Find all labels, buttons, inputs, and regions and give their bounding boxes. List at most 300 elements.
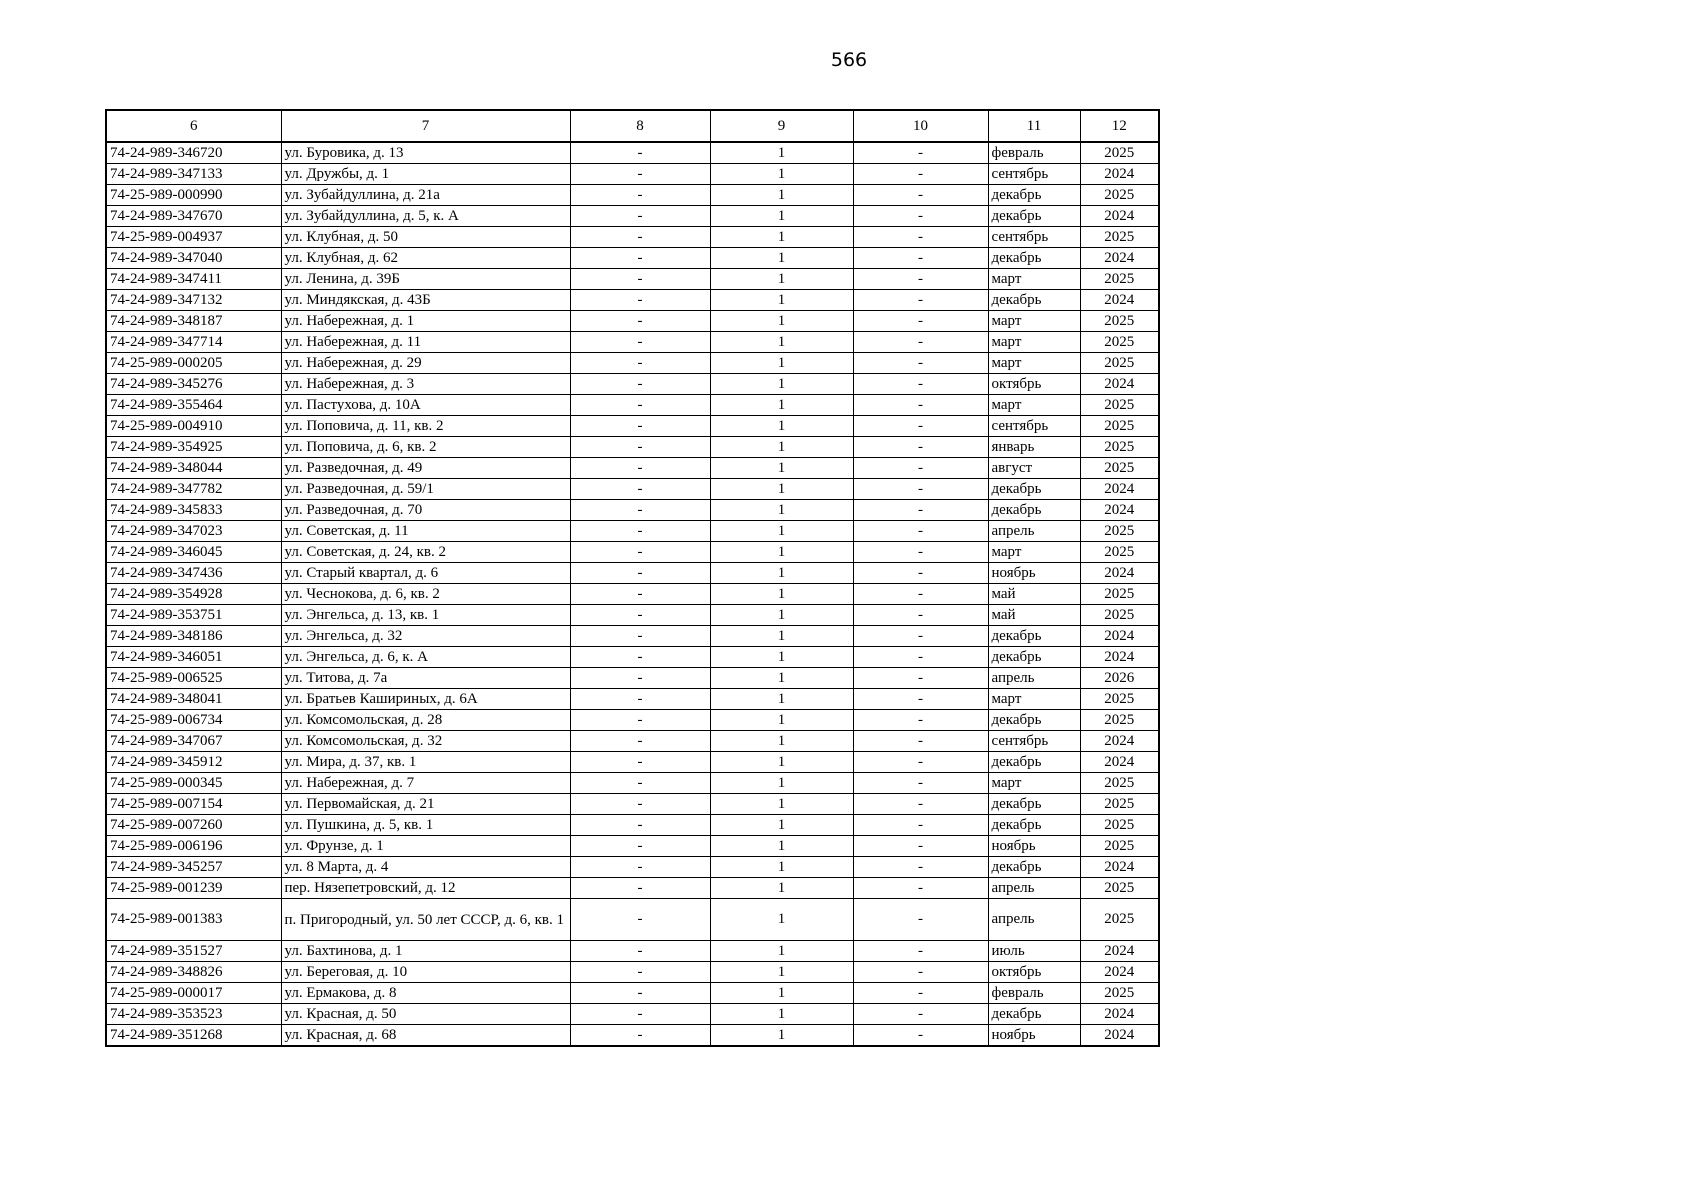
col-9-cell: 1 [710,962,853,983]
year-cell: 2024 [1080,1004,1159,1025]
column-header-10: 10 [853,110,988,142]
col-9-cell: 1 [710,605,853,626]
month-cell: декабрь [988,794,1080,815]
col-8-cell: - [570,983,710,1004]
table-row [106,311,1159,332]
col-8-cell: - [570,899,710,941]
col-8-cell: - [570,815,710,836]
year-cell: 2025 [1080,605,1159,626]
month-cell: ноябрь [988,563,1080,584]
address-cell: ул. Комсомольская, д. 28 [281,710,570,731]
address-cell: ул. Фрунзе, д. 1 [281,836,570,857]
col-9-cell: 1 [710,563,853,584]
col-8-cell: - [570,142,710,164]
col-10-cell: - [853,332,988,353]
month-cell: май [988,605,1080,626]
col-9-cell: 1 [710,206,853,227]
table-row [106,983,1159,1004]
month-cell: апрель [988,878,1080,899]
month-cell: март [988,269,1080,290]
col-10-cell: - [853,983,988,1004]
table-row [106,584,1159,605]
table-row [106,374,1159,395]
cadastral-number-cell: 74-24-989-355464 [106,395,281,416]
year-cell: 2025 [1080,815,1159,836]
table-row [106,626,1159,647]
cadastral-number-cell: 74-24-989-354928 [106,584,281,605]
address-cell: ул. Набережная, д. 1 [281,311,570,332]
address-cell: ул. Энгельса, д. 6, к. А [281,647,570,668]
table-row [106,479,1159,500]
col-8-cell: - [570,647,710,668]
cadastral-number-cell: 74-24-989-351268 [106,1025,281,1047]
cadastral-number-cell: 74-24-989-347714 [106,332,281,353]
cadastral-number-cell: 74-25-989-000017 [106,983,281,1004]
address-cell: ул. Клубная, д. 50 [281,227,570,248]
table-row [106,689,1159,710]
table-row [106,836,1159,857]
col-9-cell: 1 [710,836,853,857]
col-10-cell: - [853,416,988,437]
col-10-cell: - [853,206,988,227]
month-cell: октябрь [988,374,1080,395]
year-cell: 2025 [1080,395,1159,416]
column-header-6: 6 [106,110,281,142]
col-8-cell: - [570,521,710,542]
header-row [106,110,1159,142]
table-row [106,416,1159,437]
table-row [106,710,1159,731]
address-cell: ул. Клубная, д. 62 [281,248,570,269]
address-cell: ул. Буровика, д. 13 [281,142,570,164]
cadastral-number-cell: 74-24-989-346045 [106,542,281,563]
address-cell: ул. Набережная, д. 7 [281,773,570,794]
col-9-cell: 1 [710,668,853,689]
cadastral-number-cell: 74-24-989-346720 [106,142,281,164]
month-cell: сентябрь [988,227,1080,248]
year-cell: 2024 [1080,563,1159,584]
cadastral-number-cell: 74-24-989-348186 [106,626,281,647]
col-9-cell: 1 [710,542,853,563]
col-10-cell: - [853,248,988,269]
year-cell: 2024 [1080,962,1159,983]
col-8-cell: - [570,374,710,395]
year-cell: 2024 [1080,647,1159,668]
col-8-cell: - [570,395,710,416]
year-cell: 2025 [1080,794,1159,815]
year-cell: 2025 [1080,836,1159,857]
address-cell: ул. Комсомольская, д. 32 [281,731,570,752]
cadastral-number-cell: 74-24-989-348044 [106,458,281,479]
address-cell: ул. Старый квартал, д. 6 [281,563,570,584]
year-cell: 2025 [1080,142,1159,164]
col-10-cell: - [853,542,988,563]
month-cell: декабрь [988,500,1080,521]
col-10-cell: - [853,269,988,290]
month-cell: декабрь [988,752,1080,773]
year-cell: 2025 [1080,437,1159,458]
month-cell: март [988,332,1080,353]
month-cell: сентябрь [988,164,1080,185]
col-10-cell: - [853,142,988,164]
month-cell: декабрь [988,248,1080,269]
table-row [106,563,1159,584]
address-cell: пер. Нязепетровский, д. 12 [281,878,570,899]
month-cell: август [988,458,1080,479]
cadastral-number-cell: 74-24-989-348187 [106,311,281,332]
address-cell: ул. Разведочная, д. 49 [281,458,570,479]
table-row [106,142,1159,164]
registry-table [105,109,1160,1047]
col-10-cell: - [853,458,988,479]
col-8-cell: - [570,290,710,311]
col-10-cell: - [853,773,988,794]
col-10-cell: - [853,878,988,899]
month-cell: ноябрь [988,1025,1080,1047]
col-10-cell: - [853,353,988,374]
cadastral-number-cell: 74-25-989-006196 [106,836,281,857]
col-10-cell: - [853,374,988,395]
address-cell: ул. 8 Марта, д. 4 [281,857,570,878]
address-cell: ул. Набережная, д. 29 [281,353,570,374]
col-8-cell: - [570,185,710,206]
year-cell: 2025 [1080,185,1159,206]
year-cell: 2024 [1080,500,1159,521]
cadastral-number-cell: 74-25-989-006734 [106,710,281,731]
table-row [106,647,1159,668]
col-10-cell: - [853,941,988,962]
col-9-cell: 1 [710,290,853,311]
col-9-cell: 1 [710,353,853,374]
col-9-cell: 1 [710,626,853,647]
col-8-cell: - [570,1004,710,1025]
month-cell: январь [988,437,1080,458]
cadastral-number-cell: 74-25-989-007260 [106,815,281,836]
year-cell: 2025 [1080,710,1159,731]
cadastral-number-cell: 74-24-989-348041 [106,689,281,710]
col-10-cell: - [853,437,988,458]
col-8-cell: - [570,752,710,773]
col-10-cell: - [853,857,988,878]
cadastral-number-cell: 74-24-989-347782 [106,479,281,500]
col-10-cell: - [853,752,988,773]
year-cell: 2025 [1080,227,1159,248]
col-8-cell: - [570,941,710,962]
address-cell: ул. Пушкина, д. 5, кв. 1 [281,815,570,836]
cadastral-number-cell: 74-24-989-347411 [106,269,281,290]
table-row [106,458,1159,479]
year-cell: 2024 [1080,1025,1159,1047]
col-8-cell: - [570,857,710,878]
col-8-cell: - [570,479,710,500]
year-cell: 2025 [1080,899,1159,941]
col-8-cell: - [570,164,710,185]
month-cell: сентябрь [988,731,1080,752]
col-9-cell: 1 [710,521,853,542]
table-row [106,752,1159,773]
cadastral-number-cell: 74-25-989-007154 [106,794,281,815]
col-8-cell: - [570,773,710,794]
col-9-cell: 1 [710,416,853,437]
cadastral-number-cell: 74-24-989-347133 [106,164,281,185]
table-row [106,668,1159,689]
col-10-cell: - [853,647,988,668]
address-cell: ул. Поповича, д. 11, кв. 2 [281,416,570,437]
table-row [106,332,1159,353]
col-9-cell: 1 [710,458,853,479]
table-row [106,941,1159,962]
table-row [106,227,1159,248]
col-8-cell: - [570,878,710,899]
address-cell: ул. Поповича, д. 6, кв. 2 [281,437,570,458]
cadastral-number-cell: 74-25-989-004910 [106,416,281,437]
month-cell: апрель [988,521,1080,542]
address-cell: ул. Энгельса, д. 13, кв. 1 [281,605,570,626]
table-row [106,290,1159,311]
year-cell: 2025 [1080,773,1159,794]
col-9-cell: 1 [710,794,853,815]
address-cell: ул. Дружбы, д. 1 [281,164,570,185]
address-cell: ул. Энгельса, д. 32 [281,626,570,647]
col-8-cell: - [570,542,710,563]
col-10-cell: - [853,689,988,710]
address-cell: ул. Береговая, д. 10 [281,962,570,983]
cadastral-number-cell: 74-24-989-345912 [106,752,281,773]
address-cell: ул. Советская, д. 24, кв. 2 [281,542,570,563]
col-9-cell: 1 [710,311,853,332]
year-cell: 2024 [1080,248,1159,269]
table-row [106,206,1159,227]
col-9-cell: 1 [710,815,853,836]
month-cell: май [988,584,1080,605]
column-header-8: 8 [570,110,710,142]
col-10-cell: - [853,794,988,815]
col-8-cell: - [570,416,710,437]
month-cell: декабрь [988,290,1080,311]
cadastral-number-cell: 74-24-989-347023 [106,521,281,542]
col-8-cell: - [570,1025,710,1047]
year-cell: 2025 [1080,269,1159,290]
cadastral-number-cell: 74-24-989-347436 [106,563,281,584]
col-10-cell: - [853,815,988,836]
col-9-cell: 1 [710,731,853,752]
col-9-cell: 1 [710,857,853,878]
cadastral-number-cell: 74-24-989-348826 [106,962,281,983]
col-9-cell: 1 [710,647,853,668]
col-8-cell: - [570,500,710,521]
col-10-cell: - [853,710,988,731]
col-9-cell: 1 [710,479,853,500]
address-cell: ул. Пастухова, д. 10А [281,395,570,416]
cadastral-number-cell: 74-25-989-006525 [106,668,281,689]
col-8-cell: - [570,332,710,353]
year-cell: 2025 [1080,983,1159,1004]
table-row [106,1025,1159,1047]
address-cell: ул. Красная, д. 50 [281,1004,570,1025]
address-cell: ул. Советская, д. 11 [281,521,570,542]
col-10-cell: - [853,1025,988,1047]
year-cell: 2025 [1080,878,1159,899]
month-cell: декабрь [988,647,1080,668]
cadastral-number-cell: 74-25-989-001383 [106,899,281,941]
col-9-cell: 1 [710,269,853,290]
month-cell: декабрь [988,815,1080,836]
col-8-cell: - [570,794,710,815]
year-cell: 2025 [1080,689,1159,710]
table-row [106,962,1159,983]
month-cell: март [988,773,1080,794]
col-9-cell: 1 [710,1004,853,1025]
cadastral-number-cell: 74-24-989-346051 [106,647,281,668]
col-9-cell: 1 [710,437,853,458]
col-10-cell: - [853,1004,988,1025]
year-cell: 2025 [1080,332,1159,353]
table-row [106,248,1159,269]
column-header-12: 12 [1080,110,1159,142]
month-cell: декабрь [988,710,1080,731]
month-cell: март [988,311,1080,332]
col-9-cell: 1 [710,374,853,395]
col-9-cell: 1 [710,395,853,416]
col-10-cell: - [853,290,988,311]
col-10-cell: - [853,500,988,521]
address-cell: ул. Набережная, д. 3 [281,374,570,395]
col-9-cell: 1 [710,878,853,899]
year-cell: 2025 [1080,584,1159,605]
col-10-cell: - [853,584,988,605]
cadastral-number-cell: 74-24-989-347067 [106,731,281,752]
col-10-cell: - [853,836,988,857]
address-cell: ул. Титова, д. 7а [281,668,570,689]
col-9-cell: 1 [710,689,853,710]
col-9-cell: 1 [710,941,853,962]
table-row [106,1004,1159,1025]
table-row [106,395,1159,416]
year-cell: 2024 [1080,731,1159,752]
year-cell: 2024 [1080,290,1159,311]
address-cell: ул. Братьев Кашириных, д. 6А [281,689,570,710]
col-8-cell: - [570,353,710,374]
col-9-cell: 1 [710,773,853,794]
year-cell: 2024 [1080,206,1159,227]
table-row [106,437,1159,458]
year-cell: 2024 [1080,374,1159,395]
month-cell: сентябрь [988,416,1080,437]
col-10-cell: - [853,521,988,542]
col-10-cell: - [853,479,988,500]
table-row [106,353,1159,374]
address-cell: ул. Первомайская, д. 21 [281,794,570,815]
address-cell: ул. Ленина, д. 39Б [281,269,570,290]
table-row [106,500,1159,521]
col-9-cell: 1 [710,584,853,605]
month-cell: март [988,353,1080,374]
month-cell: июль [988,941,1080,962]
address-cell: ул. Красная, д. 68 [281,1025,570,1047]
col-9-cell: 1 [710,710,853,731]
year-cell: 2024 [1080,752,1159,773]
col-9-cell: 1 [710,332,853,353]
year-cell: 2025 [1080,542,1159,563]
year-cell: 2024 [1080,941,1159,962]
month-cell: декабрь [988,206,1080,227]
col-9-cell: 1 [710,1025,853,1047]
address-cell: ул. Разведочная, д. 70 [281,500,570,521]
address-cell: ул. Миндякская, д. 43Б [281,290,570,311]
address-cell: п. Пригородный, ул. 50 лет СССР, д. 6, кв. 1 [281,899,570,941]
cadastral-number-cell: 74-24-989-347132 [106,290,281,311]
col-9-cell: 1 [710,752,853,773]
year-cell: 2024 [1080,626,1159,647]
month-cell: апрель [988,899,1080,941]
table-row [106,899,1159,941]
col-10-cell: - [853,395,988,416]
col-10-cell: - [853,311,988,332]
address-cell: ул. Чеснокова, д. 6, кв. 2 [281,584,570,605]
col-10-cell: - [853,185,988,206]
address-cell: ул. Бахтинова, д. 1 [281,941,570,962]
col-10-cell: - [853,227,988,248]
column-header-11: 11 [988,110,1080,142]
address-cell: ул. Зубайдуллина, д. 21а [281,185,570,206]
cadastral-number-cell: 74-24-989-354925 [106,437,281,458]
col-8-cell: - [570,668,710,689]
table-row [106,815,1159,836]
address-cell: ул. Зубайдуллина, д. 5, к. А [281,206,570,227]
col-9-cell: 1 [710,500,853,521]
year-cell: 2026 [1080,668,1159,689]
col-8-cell: - [570,584,710,605]
col-10-cell: - [853,899,988,941]
column-header-7: 7 [281,110,570,142]
col-8-cell: - [570,227,710,248]
address-cell: ул. Ермакова, д. 8 [281,983,570,1004]
month-cell: ноябрь [988,836,1080,857]
address-cell: ул. Набережная, д. 11 [281,332,570,353]
cadastral-number-cell: 74-24-989-345833 [106,500,281,521]
year-cell: 2025 [1080,521,1159,542]
table-row [106,185,1159,206]
month-cell: февраль [988,983,1080,1004]
cadastral-number-cell: 74-24-989-345257 [106,857,281,878]
month-cell: март [988,689,1080,710]
col-8-cell: - [570,836,710,857]
col-10-cell: - [853,668,988,689]
address-cell: ул. Разведочная, д. 59/1 [281,479,570,500]
table-body [106,142,1159,1046]
year-cell: 2025 [1080,458,1159,479]
table-row [106,542,1159,563]
month-cell: март [988,542,1080,563]
col-10-cell: - [853,731,988,752]
col-8-cell: - [570,710,710,731]
table-row [106,773,1159,794]
col-8-cell: - [570,311,710,332]
month-cell: декабрь [988,185,1080,206]
month-cell: февраль [988,142,1080,164]
col-10-cell: - [853,605,988,626]
col-8-cell: - [570,731,710,752]
cadastral-number-cell: 74-25-989-001239 [106,878,281,899]
cadastral-number-cell: 74-25-989-000345 [106,773,281,794]
month-cell: декабрь [988,626,1080,647]
col-10-cell: - [853,563,988,584]
month-cell: октябрь [988,962,1080,983]
column-header-9: 9 [710,110,853,142]
col-8-cell: - [570,269,710,290]
cadastral-number-cell: 74-24-989-347670 [106,206,281,227]
cadastral-number-cell: 74-24-989-351527 [106,941,281,962]
